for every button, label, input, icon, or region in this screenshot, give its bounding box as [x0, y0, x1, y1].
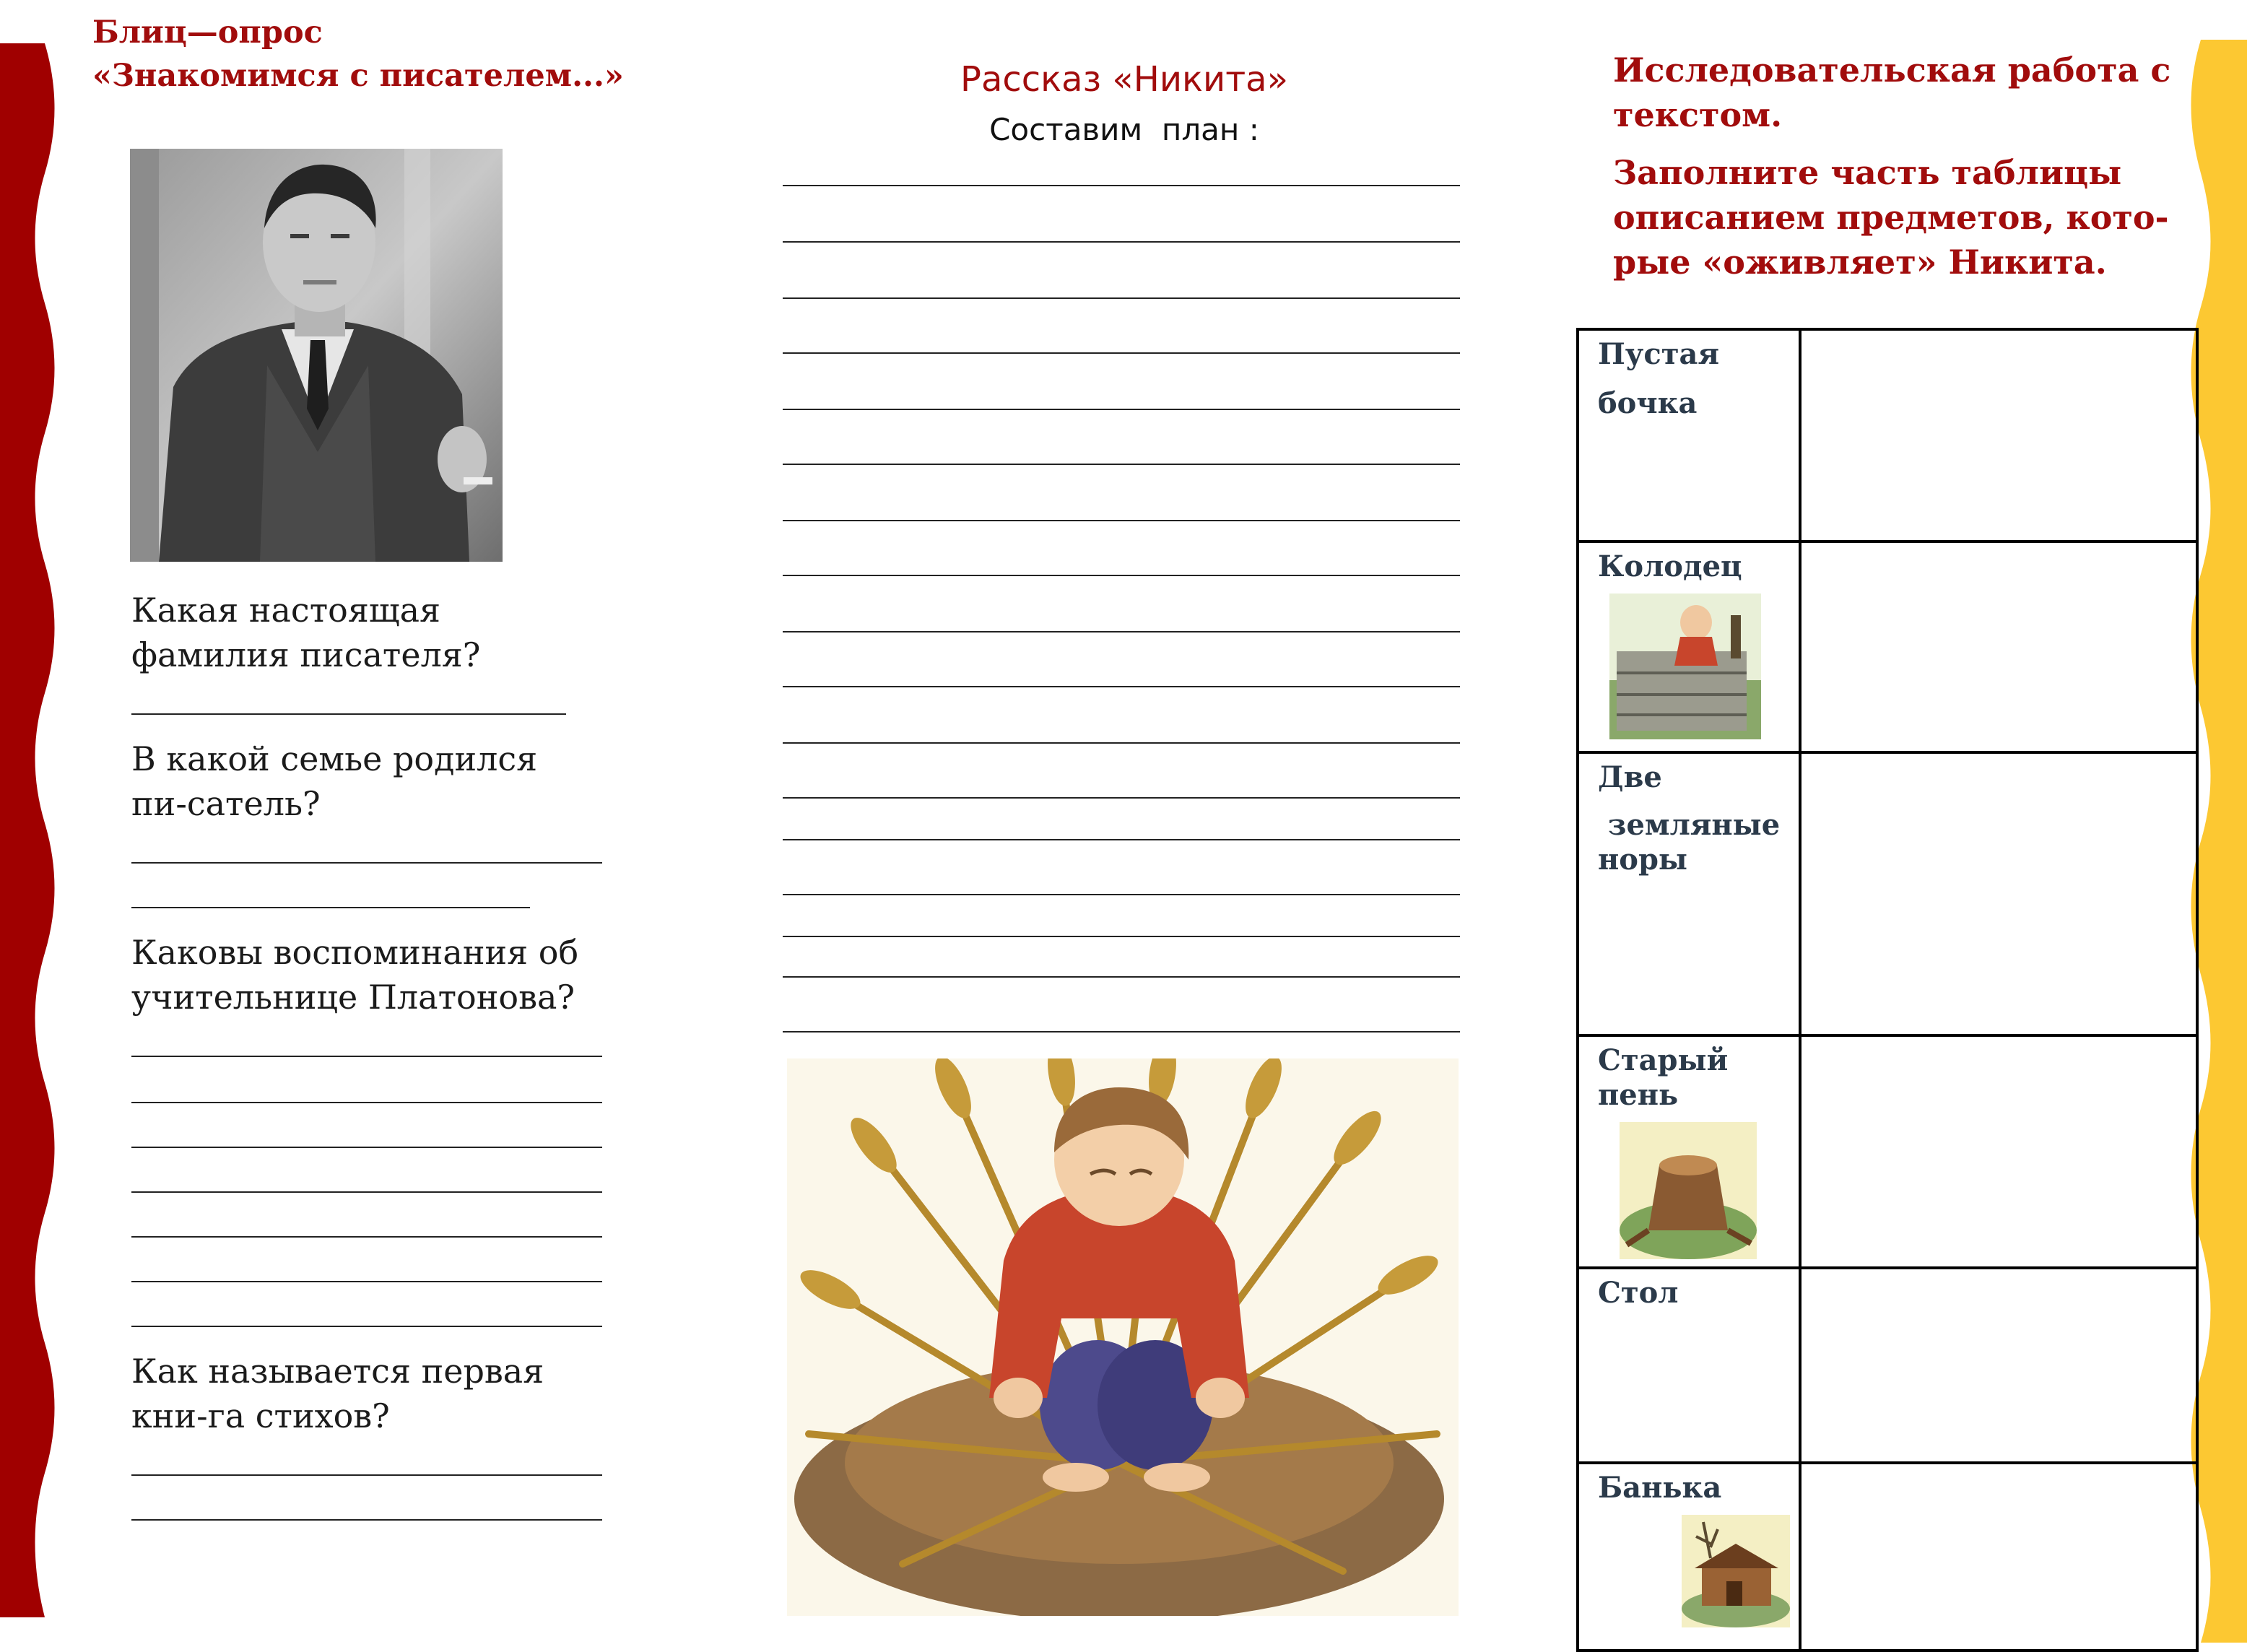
question-teacher-memories: Каковы воспоминания об учительнице Платонова? [131, 933, 579, 1017]
table-row [1578, 1268, 2197, 1463]
answer-line[interactable] [131, 862, 602, 864]
answer-line[interactable] [131, 1056, 602, 1057]
answer-line[interactable] [131, 1326, 602, 1327]
left-decorative-band [0, 43, 58, 1617]
plan-line[interactable] [783, 409, 1460, 410]
items-table [1576, 328, 2199, 1652]
plan-line[interactable] [783, 1031, 1460, 1032]
item-cell-barrel [1578, 329, 1800, 542]
plan-line[interactable] [783, 352, 1460, 354]
item-cell-table [1578, 1268, 1800, 1463]
plan-line[interactable] [783, 742, 1460, 744]
question-surname: Какая настоящая фамилия писателя? [131, 591, 481, 674]
item-label: Колодец [1598, 549, 1742, 583]
answer-line[interactable] [131, 1474, 602, 1476]
item-label: Старый [1598, 1043, 1729, 1077]
plan-line[interactable] [783, 464, 1460, 465]
plan-line[interactable] [783, 631, 1460, 632]
plan-line[interactable] [783, 839, 1460, 840]
item-label: Банька [1598, 1471, 1722, 1505]
item-cell-stump [1578, 1035, 1800, 1268]
bathhouse-illustration [1682, 1515, 1790, 1627]
plan-line[interactable] [783, 976, 1460, 978]
plan-subtitle: Составим план : [989, 112, 1259, 147]
question-family: В какой семье родился пи-сатель? [131, 739, 538, 823]
item-cell-well [1578, 542, 1800, 752]
writer-portrait [130, 149, 503, 562]
description-cell[interactable] [1800, 329, 2197, 542]
item-cell-bathhouse [1578, 1463, 1800, 1651]
item-label: земляные [1598, 808, 1781, 842]
description-cell[interactable] [1800, 752, 2197, 1035]
plan-line[interactable] [783, 936, 1460, 937]
answer-line[interactable] [131, 907, 530, 908]
table-row [1578, 1035, 2197, 1268]
description-cell[interactable] [1800, 1463, 2197, 1651]
question-first-book: Как называется первая кни-га стихов? [131, 1352, 544, 1435]
item-label: Две [1598, 760, 1662, 794]
research-instruction: Заполните часть таблицы описанием предметов, кото-рые «оживляет» Никита. [1613, 153, 2169, 282]
plan-line[interactable] [783, 686, 1460, 687]
item-label: Стол [1598, 1276, 1679, 1310]
description-cell[interactable] [1800, 542, 2197, 752]
plan-line[interactable] [783, 241, 1460, 243]
answer-line[interactable] [131, 1191, 602, 1193]
item-label: пень [1598, 1078, 1679, 1112]
plan-line[interactable] [783, 520, 1460, 521]
plan-line[interactable] [783, 575, 1460, 576]
story-title: Рассказ «Никита» [960, 59, 1288, 100]
description-cell[interactable] [1800, 1035, 2197, 1268]
plan-line[interactable] [783, 894, 1460, 895]
description-cell[interactable] [1800, 1268, 2197, 1463]
item-label: Пустая [1598, 337, 1719, 371]
table-row [1578, 752, 2197, 1035]
answer-line[interactable] [131, 1236, 602, 1238]
answer-line[interactable] [131, 1281, 602, 1282]
table-row [1578, 542, 2197, 752]
plan-line[interactable] [783, 185, 1460, 186]
answer-line[interactable] [131, 1147, 602, 1148]
answer-line[interactable] [131, 713, 566, 715]
research-heading: Исследовательская работа с текстом. [1613, 51, 2171, 134]
blitz-title-line2: «Знакомимся с писателем...» [92, 58, 624, 94]
stump-illustration [1620, 1122, 1757, 1259]
answer-line[interactable] [131, 1519, 602, 1521]
plan-line[interactable] [783, 297, 1460, 299]
table-row [1578, 1463, 2197, 1651]
table-row [1578, 329, 2197, 542]
item-cell-burrows [1578, 752, 1800, 1035]
item-label: бочка [1598, 386, 1698, 420]
answer-line[interactable] [131, 1102, 602, 1103]
plan-line[interactable] [783, 797, 1460, 799]
blitz-title-line1: Блиц—опрос [92, 14, 323, 51]
item-label: норы [1598, 843, 1688, 877]
nikita-illustration [787, 1058, 1459, 1616]
well-illustration [1609, 594, 1761, 739]
